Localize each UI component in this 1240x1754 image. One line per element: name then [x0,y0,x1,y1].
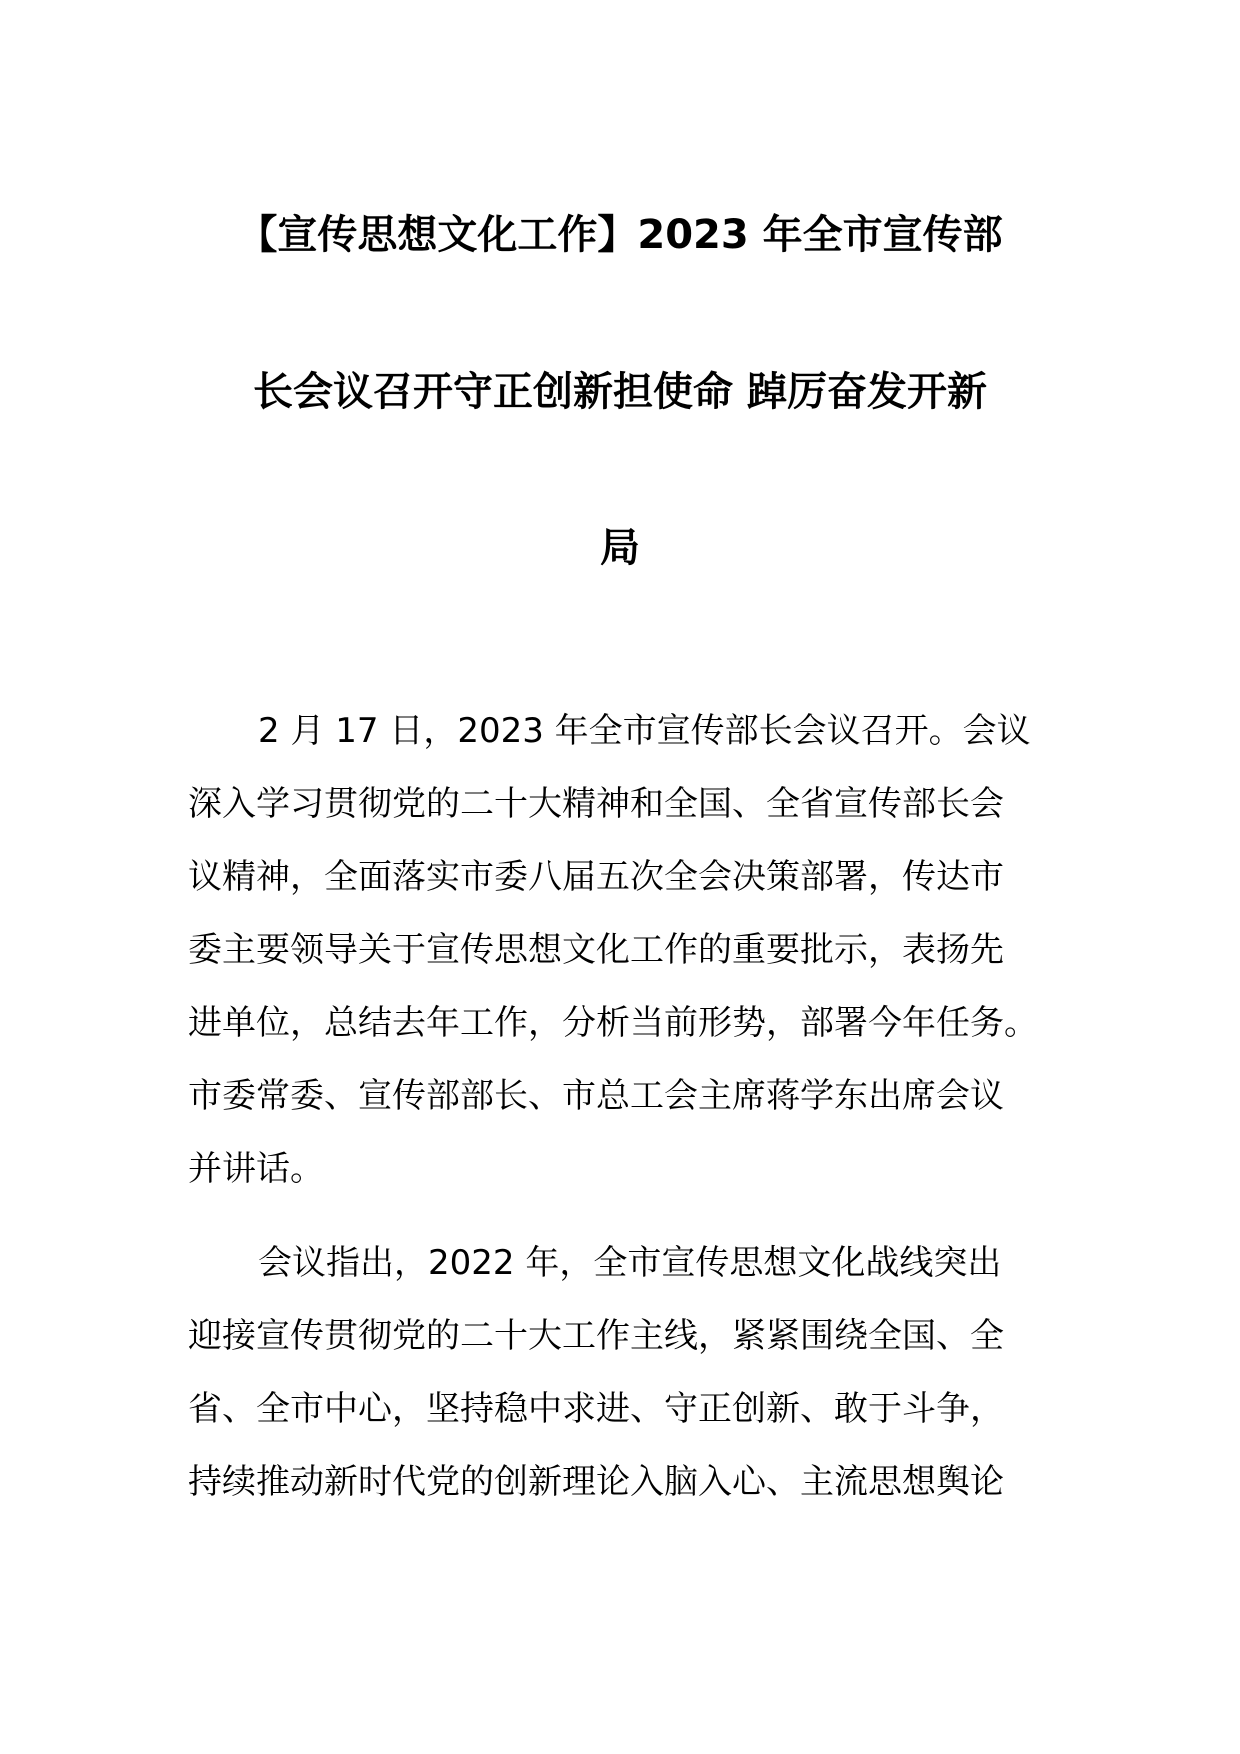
paragraph-2-line-2: 迎接宣传贯彻党的二十大工作主线，紧紧围绕全国、全 [188,1316,1004,1356]
paragraph-1-line-1: 2 月 17 日，2023 年全市宣传部长会议召开。会议 [258,711,1031,751]
paragraph-1-line-6: 市委常委、宣传部部长、市总工会主席蒋学东出席会议 [188,1076,1004,1116]
paragraph-1-line-5: 进单位，总结去年工作，分析当前形势，部署今年任务。 [188,1003,1038,1043]
paragraph-2-line-3: 省、全市中心，坚持稳中求进、守正创新、敢于斗争， [188,1389,1004,1429]
paragraph-1-line-7: 并讲话。 [188,1149,324,1189]
paragraph-1-line-3: 议精神，全面落实市委八届五次全会决策部署，传达市 [188,857,1004,897]
document-title-line-3: 局 [600,525,640,571]
document-title-line-1: 【宣传思想文化工作】2023 年全市宣传部 [237,212,1003,258]
paragraph-2-line-4: 持续推动新时代党的创新理论入脑入心、主流思想舆论 [188,1462,1004,1502]
paragraph-1-line-2: 深入学习贯彻党的二十大精神和全国、全省宣传部长会 [188,784,1004,824]
paragraph-1-line-4: 委主要领导关于宣传思想文化工作的重要批示，表扬先 [188,930,1004,970]
paragraph-2-line-1: 会议指出，2022 年，全市宣传思想文化战线突出 [258,1243,1002,1283]
document-title-line-2: 长会议召开守正创新担使命 踔厉奋发开新 [253,369,987,415]
